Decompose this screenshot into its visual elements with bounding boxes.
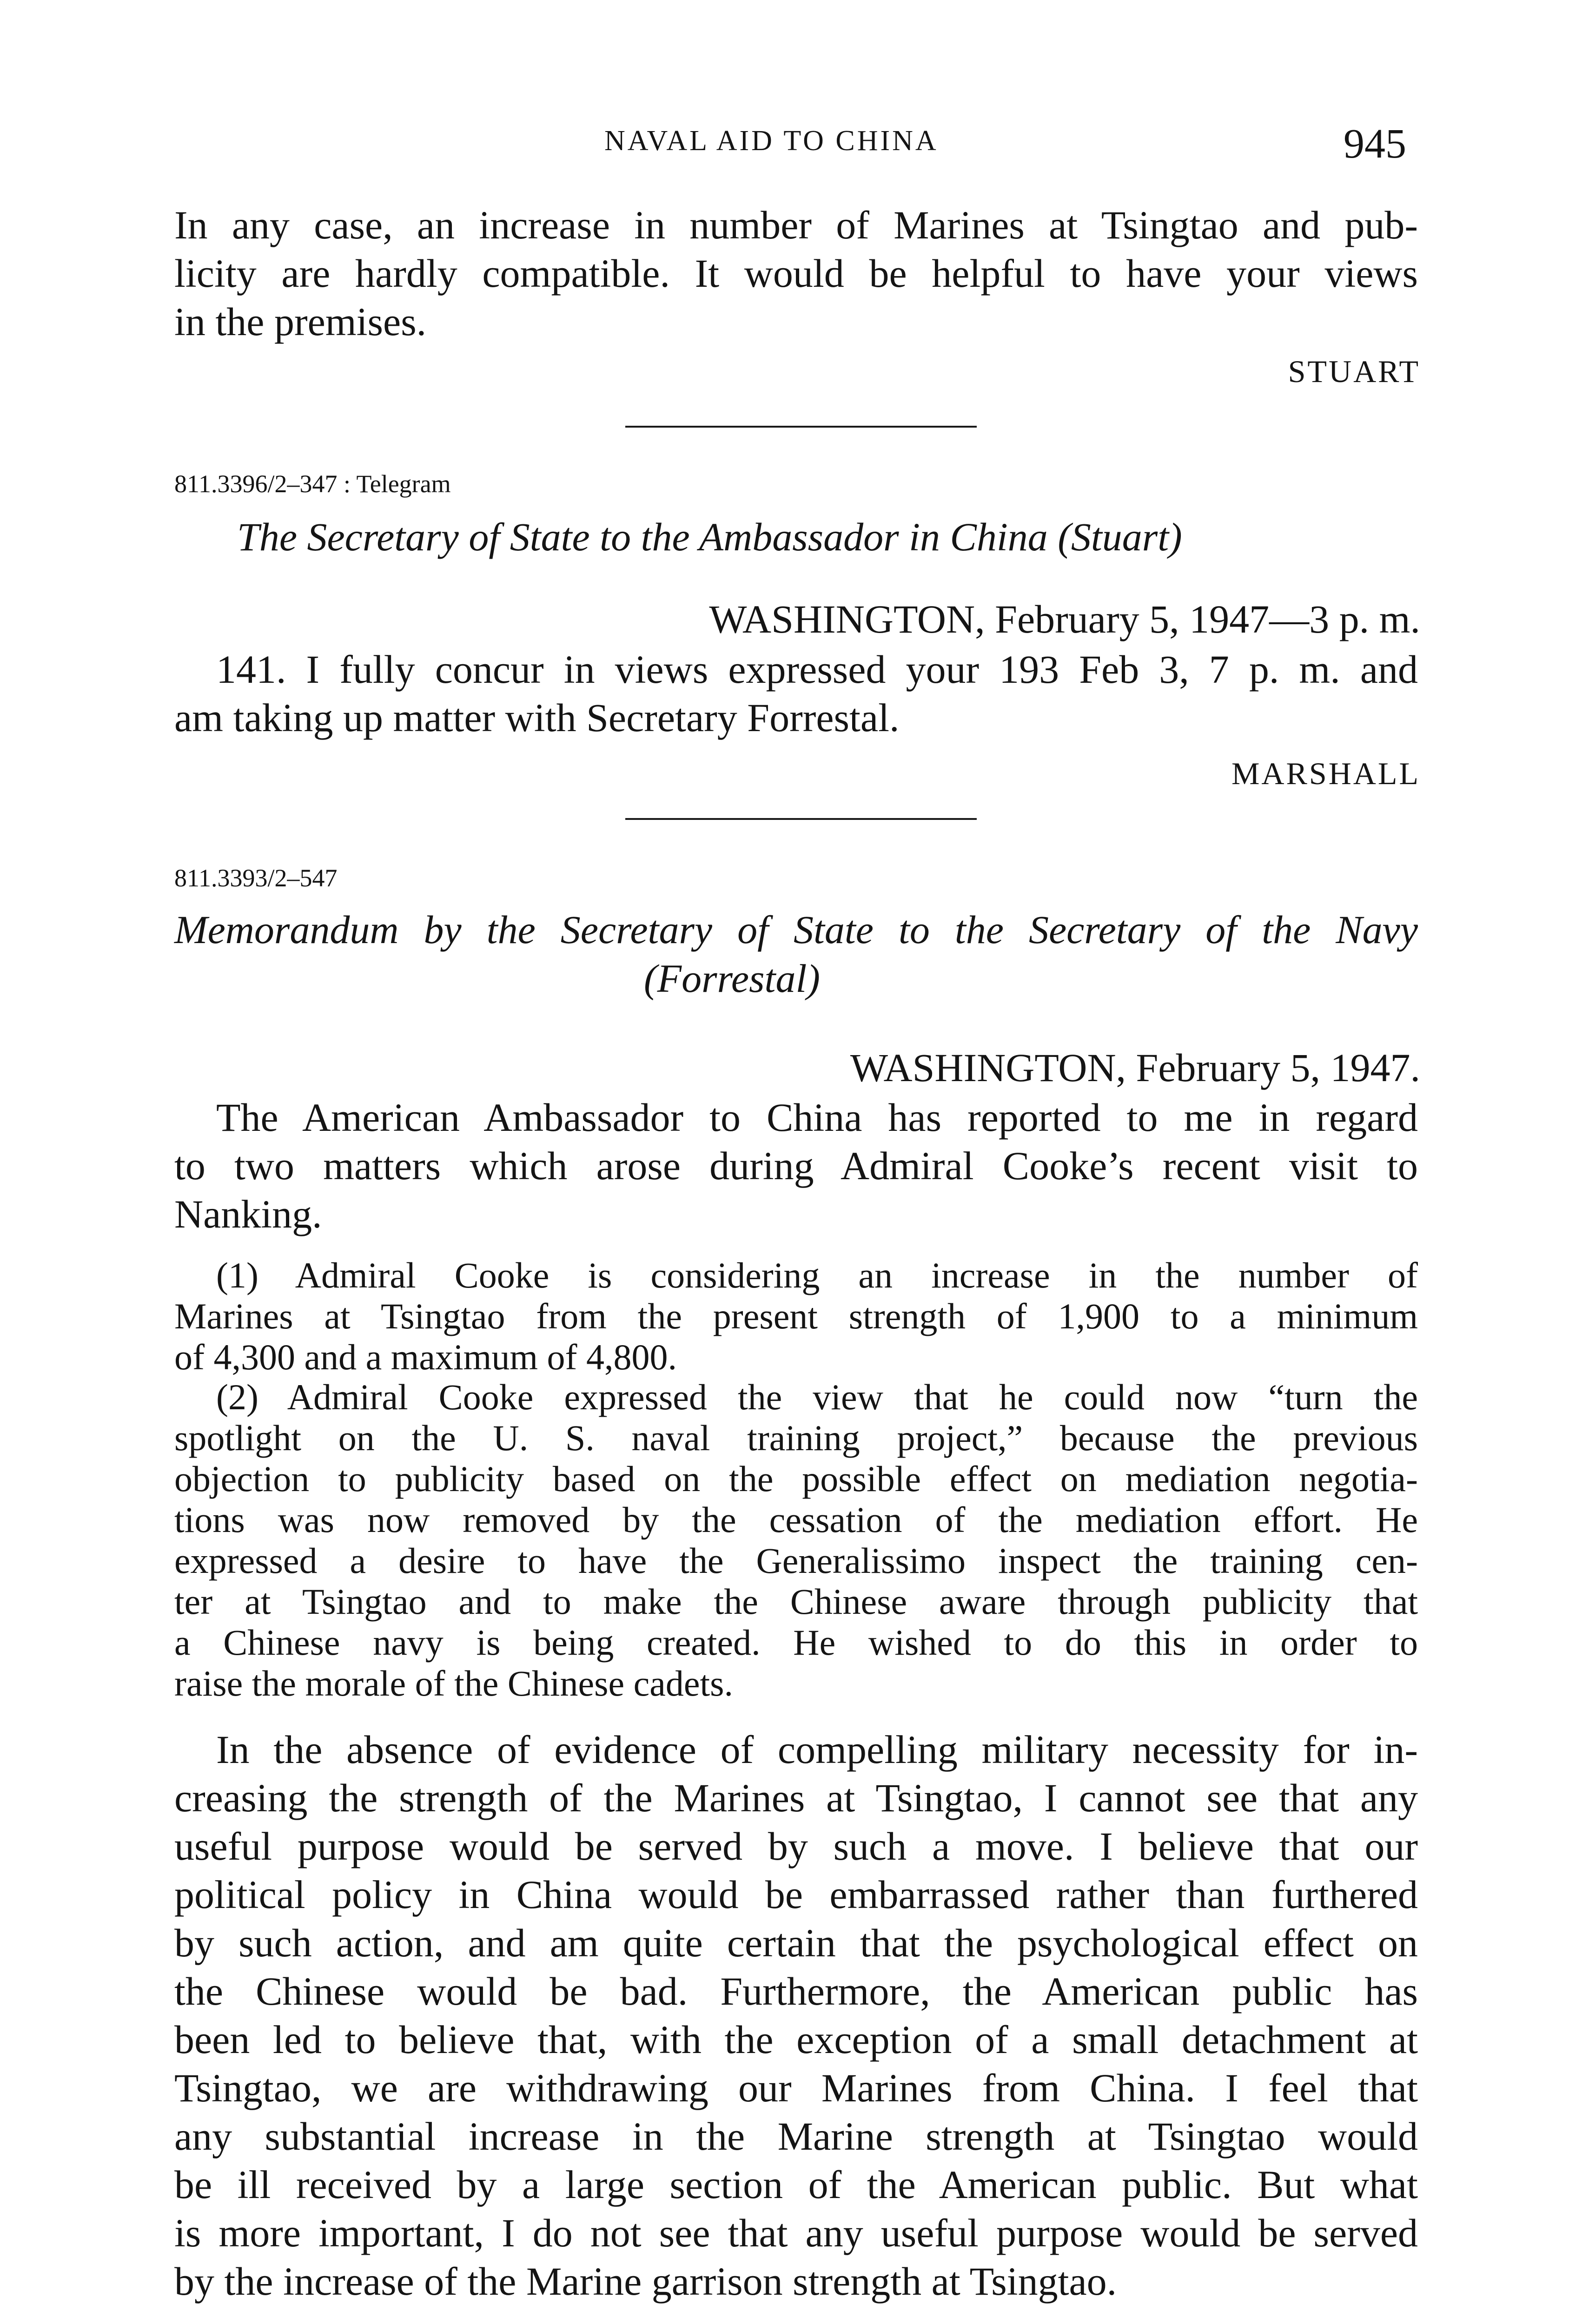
- paragraph-line: of 4,300 and a maximum of 4,800.: [174, 1337, 677, 1377]
- paragraph-line: any substantial increase in the Marine strength at Tsingtao would: [174, 2114, 1418, 2159]
- paragraph-line: am taking up matter with Secretary Forrestal.: [174, 695, 900, 740]
- file-reference: 811.3396/2–347 : Telegram: [174, 470, 451, 498]
- continuation-paragraph: [174, 201, 1418, 346]
- paragraph-line: by the increase of the Marine garrison strength at Tsingtao.: [174, 2259, 1117, 2304]
- paragraph-line: been led to believe that, with the exception of a small detachment at: [174, 2017, 1418, 2062]
- signature-stuart: STUART: [1288, 354, 1420, 389]
- document-title: Memorandum by the Secretary of State to the Secretary of the Navy: [174, 907, 1418, 952]
- running-header: NAVAL AID TO CHINA: [604, 125, 939, 157]
- paragraph-line: Nanking.: [174, 1192, 322, 1236]
- paragraph-line: be ill received by a large section of the American public. But what: [174, 2162, 1418, 2207]
- section-divider: [625, 818, 977, 820]
- paragraph-line: tions was now removed by the cessation of the mediation effort. He: [174, 1499, 1418, 1540]
- paragraph-line: creasing the strength of the Marines at Tsingtao, I cannot see that any: [174, 1776, 1418, 1820]
- paragraph-line: political policy in China would be embarrassed rather than furthered: [174, 1872, 1418, 1917]
- paragraph-line: The American Ambassador to China has reported to me in regard: [216, 1095, 1418, 1140]
- memo-conclusion: [174, 1725, 1418, 2305]
- paragraph-line: spotlight on the U. S. naval training project,” because the previous: [174, 1418, 1418, 1458]
- paragraph-line: useful purpose would be served by such a move. I believe that our: [174, 1824, 1418, 1868]
- paragraph-line: (1) Admiral Cooke is considering an increase in the number of: [216, 1255, 1418, 1295]
- paragraph-line: Marines at Tsingtao from the present strength of 1,900 to a minimum: [174, 1296, 1418, 1336]
- paragraph-line: the Chinese would be bad. Furthermore, the American public has: [174, 1969, 1418, 2014]
- section-divider: [625, 426, 977, 428]
- quoted-item-2: [174, 1377, 1418, 1704]
- telegram-body: [174, 645, 1418, 742]
- paragraph-line: a Chinese navy is being created. He wished to do this in order to: [174, 1622, 1418, 1663]
- paragraph-line: 141. I fully concur in views expressed your 193 Feb 3, 7 p. m. and: [216, 647, 1418, 692]
- paragraph-line: (2) Admiral Cooke expressed the view that he could now “turn the: [216, 1377, 1418, 1417]
- quoted-item-1: [174, 1255, 1418, 1378]
- paragraph-line: Tsingtao, we are withdrawing our Marines from China. I feel that: [174, 2066, 1418, 2110]
- file-reference: 811.3393/2–547: [174, 864, 338, 892]
- page-number: 945: [1344, 121, 1406, 167]
- dateline: WASHINGTON, February 5, 1947—3 p. m.: [709, 597, 1420, 641]
- paragraph-line: raise the morale of the Chinese cadets.: [174, 1663, 734, 1703]
- paragraph-line: expressed a desire to have the Generalissimo inspect the training cen-: [174, 1540, 1418, 1581]
- signature-marshall: MARSHALL: [1231, 756, 1420, 791]
- paragraph-line: ter at Tsingtao and to make the Chinese aware through publicity that: [174, 1581, 1418, 1622]
- paragraph-line: In any case, an increase in number of Marines at Tsingtao and pub-: [174, 203, 1418, 247]
- paragraph-line: to two matters which arose during Admiral Cooke’s recent visit to: [174, 1143, 1418, 1188]
- paragraph-line: is more important, I do not see that any useful purpose would be served: [174, 2211, 1418, 2255]
- memo-intro: [174, 1093, 1418, 1238]
- paragraph-line: in the premises.: [174, 299, 427, 344]
- paragraph-line: by such action, and am quite certain that the psychological effect on: [174, 1921, 1418, 1965]
- document-title-continued: (Forrestal): [644, 956, 820, 1001]
- paragraph-line: objection to publicity based on the possible effect on mediation negotia-: [174, 1459, 1418, 1499]
- document-title: The Secretary of State to the Ambassador in China (Stuart): [237, 515, 1182, 559]
- dateline: WASHINGTON, February 5, 1947.: [850, 1045, 1420, 1090]
- paragraph-line: In the absence of evidence of compelling military necessity for in-: [216, 1727, 1418, 1772]
- paragraph-line: licity are hardly compatible. It would be helpful to have your views: [174, 251, 1418, 296]
